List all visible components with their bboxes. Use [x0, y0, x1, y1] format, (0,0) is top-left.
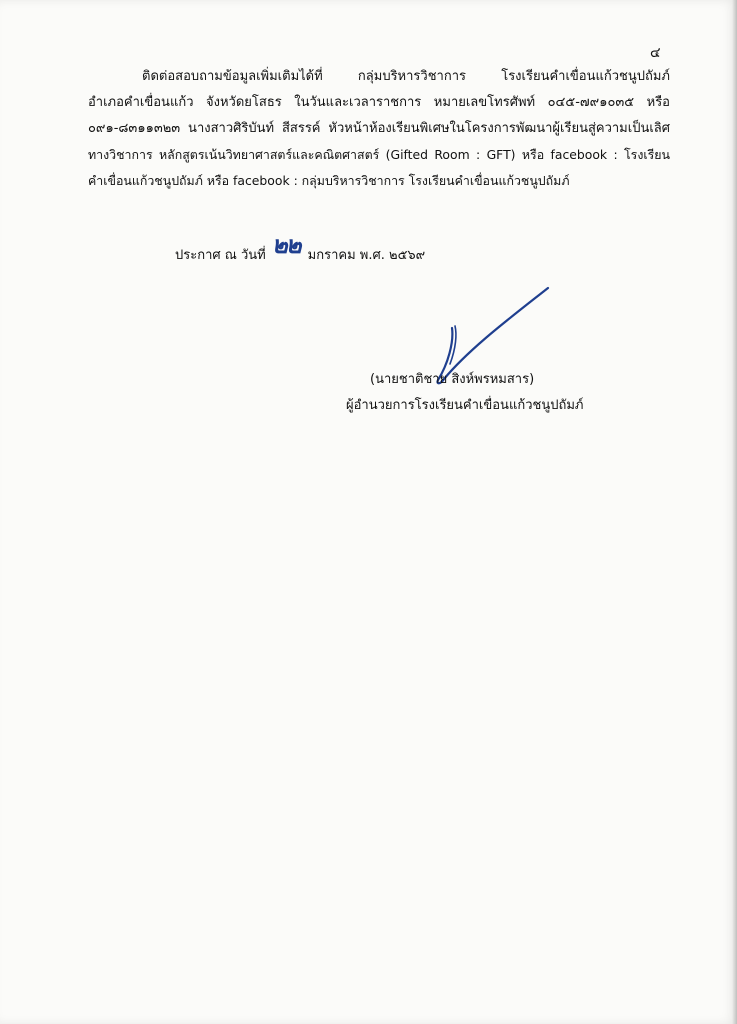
contact-paragraph	[88, 64, 670, 194]
signatory-title: ผู้อำนวยการโรงเรียนคำเขื่อนแก้วชนูปถัมภ์	[346, 398, 584, 413]
announcement-suffix: มกราคม พ.ศ. ๒๕๖๙	[307, 248, 426, 263]
handwritten-day: ๒๒	[271, 230, 300, 259]
announcement-prefix: ประกาศ ณ วันที่	[175, 248, 266, 263]
page-number: ๔	[650, 45, 661, 61]
announcement-date	[175, 231, 425, 270]
signatory-name: (นายชาติชาย สิงห์พรหมสาร)	[370, 372, 535, 387]
page-edge-shadow	[732, 0, 737, 1024]
paragraph-line: ติดต่อสอบถามข้อมูลเพิ่มเติมได้ที่ กลุ่มบริหารวิชาการ โรงเรียนคำเขื่อนแก้วชนูปถัมภ์	[142, 69, 670, 84]
paragraph-line: คำเขื่อนแก้วชนูปถัมภ์ หรือ facebook : กลุ่มบริหารวิชาการ โรงเรียนคำเขื่อนแก้วชนูปถัมภ์	[88, 173, 570, 188]
paragraph-line: ทางวิชาการ หลักสูตรเน้นวิทยาศาสตร์และคณิตศาสตร์ (Gifted Room : GFT) หรือ facebook : โรงเรียน	[88, 147, 670, 162]
paragraph-line: ๐๙๑-๘๓๑๑๓๒๓ นางสาวศิริบันท์ สีสรรค์ หัวหน้าห้องเรียนพิเศษในโครงการพัฒนาผู้เรียนสู่ความเป็นเลิศ	[88, 121, 670, 136]
paragraph-line: อำเภอคำเขื่อนแก้ว จังหวัดยโสธร ในวันและเวลาราชการ หมายเลขโทรศัพท์ ๐๔๕-๗๙๑๐๓๕ หรือ	[88, 95, 670, 110]
